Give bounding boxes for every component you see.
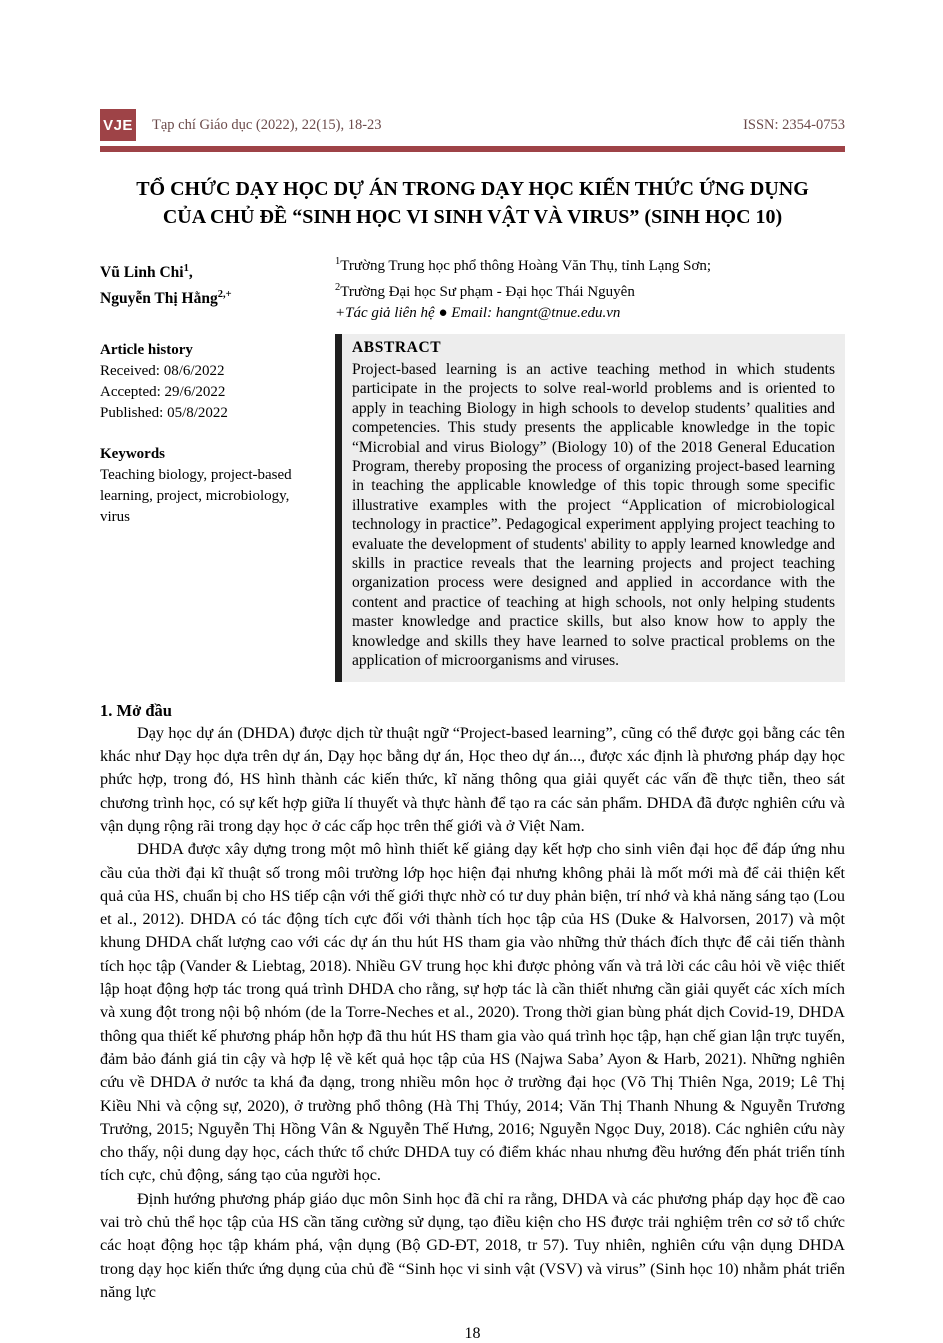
article-title-line1: TỔ CHỨC DẠY HỌC DỰ ÁN TRONG DẠY HỌC KIẾN THỨC ỨNG DỤNG — [136, 178, 809, 200]
journal-issn: ISSN: 2354-0753 — [743, 116, 845, 133]
abstract-text: Project-based learning is an active teaching method in which students participate in the projects to solve real-world problems and is oriented to apply in teaching Biology in high schools to develop students’ qualities and competencies. This study presents the applicable knowledge in the topic “Microbial and virus Biology” (Biology 10) of the 2018 General Education Program, thereby proposing the process of organizing project-based learning in teaching the applicable knowledge of this topic through some specific illustrative examples with the project “Application of microbiological technology in practice”. Pedagogical experiment applying project teaching to evaluate the development of students' ability to apply learned knowledge and skills in practice reveals that the learning projects and project teaching organization process were designed and applied in accordance with the content and practice of teaching at high schools, not only helping students master knowledge and practice skills, but also know how to apply the knowledge and skills they have learned to solve practical problems on the application of microorganisms and viruses. — [352, 361, 835, 670]
published-date: Published: 05/8/2022 — [100, 405, 228, 421]
body-paragraph-3: Định hướng phương pháp giáo dục môn Sinh học đã chỉ ra rằng, DHDA và các phương pháp dạy học đề cao vai trò chủ thể học tập của HS cần tăng cường sử dụng, tạo điều kiện cho HS được trải nghiệm trên cơ sở tổ chức các hoạt động học tập khám phá, vận dụng (Bộ GD-ĐT, 2018, tr 57). Tuy nhiên, nghiên cứu vận dụng DHDA trong dạy học kiến thức ứng dụng của chủ đề “Sinh học vi sinh vật (VSV) và virus” (Sinh học 10) nhằm phát triển năng lực — [100, 1189, 845, 1301]
journal-header-row — [100, 109, 845, 141]
author-2-superscript: 2,+ — [217, 289, 232, 301]
keywords-block — [100, 444, 300, 528]
meta-section — [100, 251, 845, 682]
article-history-keywords-block — [100, 324, 335, 682]
body-paragraph-1: Dạy học dự án (DHDA) được dịch từ thuật ngữ “Project-based learning”, cũng có thể được gọi bằng các tên khác như Dạy học dựa trên dự án, Dạy học bằng dự án, Học theo dự án..., được xác định là phương pháp dạy học phức hợp, trong đó, HS hình thành các kiến thức, kĩ năng thông qua giải quyết các vấn đề thực tiễn, theo sát chương trình học, có sự kết hợp giữa lí thuyết và thực hành để tạo ra các sản phẩm. DHDA đã được nghiên cứu và vận dụng rộng rãi trong dạy học ở các cấp học trên thế giới và ở Việt Nam. — [100, 723, 845, 835]
author-1-superscript: 1 — [183, 263, 189, 274]
affiliations-block — [335, 251, 845, 324]
author-2: Nguyễn Thị Hằng$^{2,+}$ — [100, 289, 232, 308]
journal-header — [100, 109, 845, 152]
section-1-heading: 1. Mở đầu — [100, 700, 172, 720]
main-text — [100, 699, 845, 1305]
keywords-text: Teaching biology, project-based learning, project, microbiology, virus — [100, 467, 292, 525]
corresponding-author-line: +Tác giả liên hệ ● Email: hangnt@tnue.edu.vn — [335, 305, 621, 321]
accepted-date: Accepted: 29/6/2022 — [100, 384, 226, 400]
abstract-left-bar — [335, 334, 342, 682]
body-paragraph-2: DHDA được xây dựng trong một mô hình thiết kế giảng dạy kết hợp cho sinh viên đại học để đáp ứng nhu cầu của thời đại kĩ thuật số trong môi trường lớp học hiện đại nhưng không phải là mốt mới mà để cải thiện kết quả của HS, chuẩn bị cho HS tiếp cận với thế giới thực nhờ có tư duy phản biện, trí nhớ và khả năng sáng tạo (Lou et al., 2012). DHDA có tác động tích cực đối với thành tích học tập của HS (Duke & Halvorsen, 2017) và một khung DHDA chất lượng cao với các dự án thu hút HS tham gia vào những thử thách đích thực để cải tiến thành tích học tập (Vander & Liebtag, 2018). Nhiều GV trung học khi được phỏng vấn và trả lời các câu hỏi về việc thiết lập hoạt động hợp tác trong quá trình DHDA cho rằng, sự hợp tác là cần thiết nhưng cần giải quyết các xích mích và xung đột trong nội bộ nhóm (de la Torre-Neches et al., 2020). Trong thời gian bùng phát dịch Covid-19, DHDA thông qua thiết kế phương pháp hỗn hợp đã thu hút HS tham gia vào quá trình học tập, hạn chế gian lận trực tuyến, đảm bảo đánh giá tin cậy và hợp lệ về kết quả học tập của HS (Najwa Saba’ Ayon & Harb, 2021). Những nghiên cứu về DHDA ở nước ta khá đa dạng, trong nhiều môn học ở trường đại học (Võ Thị Thiên Nga, 2019; Lê Thị Kiều Nhi và cộng sự, 2020), ở trường phổ thông (Hà Thị Thúy, 2014; Văn Thị Thanh Nhung & Nguyễn Trương Trưởng, 2015; Nguyễn Thị Hồng Vân & Nguyễn Thế Hưng, 2016; Nguyễn Ngọc Duy, 2018). Các nghiên cứu này cho thấy, nội dung dạy học, cách thức tổ chức DHDA tuy có điểm khác nhau nhưng đều hướng đến phát triển tính tích cực, chủ động, sáng tạo của người học. — [100, 840, 845, 1185]
received-date: Received: 08/6/2022 — [100, 363, 225, 379]
header-divider-bar — [100, 146, 845, 152]
journal-citation: Tạp chí Giáo dục (2022), 22(15), 18-23 — [152, 116, 382, 133]
affiliation-2-superscript: 2 — [335, 282, 341, 293]
affiliation-1: $^1$Trường Trung học phổ thông Hoàng Văn Thụ, tỉnh Lạng Sơn; — [335, 256, 712, 274]
affiliation-1-superscript: 1 — [335, 256, 341, 267]
article-title-line2: CỦA CHỦ ĐỀ “SINH HỌC VI SINH VẬT VÀ VIRUS” (SINH HỌC 10) — [162, 206, 783, 228]
article-title — [100, 175, 845, 231]
vje-logo: VJE — [100, 109, 136, 141]
article-history-heading: Article history — [100, 342, 193, 358]
abstract-heading: ABSTRACT — [352, 339, 442, 356]
keywords-heading: Keywords — [100, 446, 165, 462]
author-1: Vũ Linh Chi$^1$, — [100, 263, 193, 282]
affiliation-2: $^2$Trường Đại học Sư phạm - Đại học Thái Nguyên — [335, 282, 635, 300]
page-number: 18 — [464, 1325, 481, 1343]
abstract-box — [335, 334, 845, 682]
authors-block — [100, 251, 335, 324]
abstract-body — [342, 334, 845, 682]
